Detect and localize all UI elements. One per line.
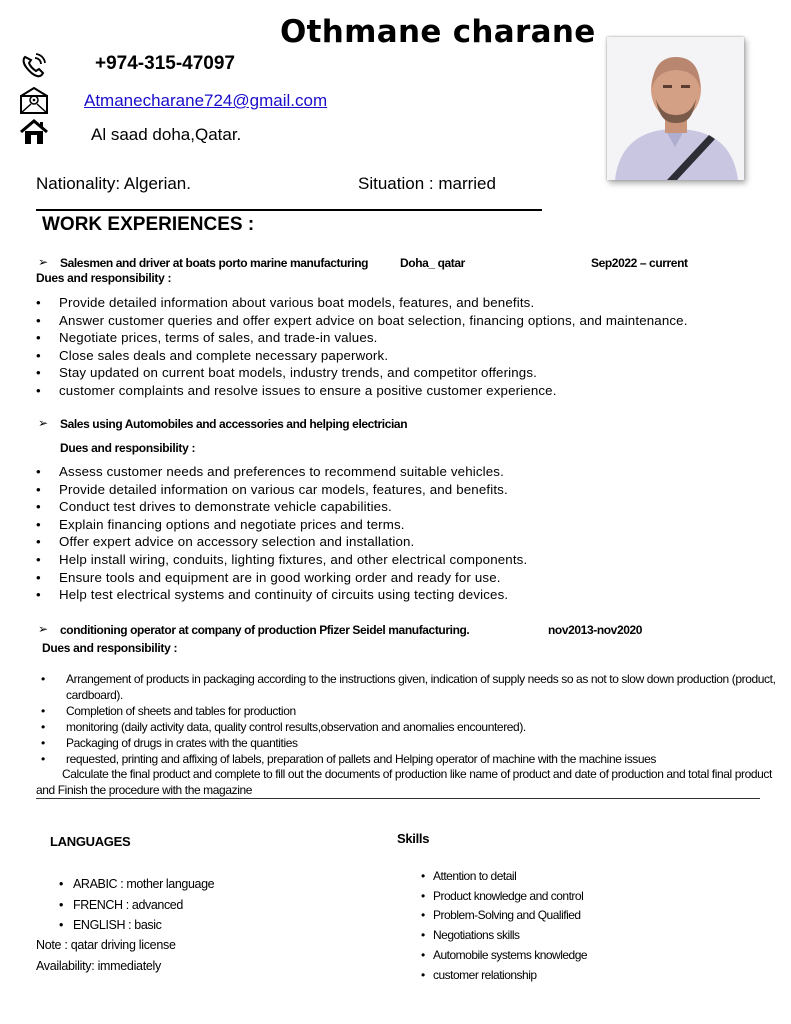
list-item: • Arrangement of products in packaging according to the instructions given, indication of supply needs so as not to slow down production (product, cardboard). <box>36 671 782 703</box>
job-date: Sep2022 – current <box>591 256 688 270</box>
job-1-duties <box>36 294 688 400</box>
list-item: • Provide detailed information about various boat models, features, and benefits. <box>36 294 688 312</box>
arrow-icon: ➢ <box>38 622 49 636</box>
list-item: • customer relationship <box>421 966 587 986</box>
list-item: • Problem-Solving and Qualified <box>421 906 587 926</box>
home-icon <box>19 118 49 146</box>
duties-label: Dues and responsibility : <box>42 641 178 655</box>
list-item: • FRENCH : advanced <box>59 895 214 916</box>
nationality: Nationality: Algerian. <box>36 174 191 193</box>
work-experiences-heading: WORK EXPERIENCES : <box>42 214 255 235</box>
list-item: • monitoring (daily activity data, quality control results,observation and anomalies encountered). <box>36 719 782 735</box>
list-item: • Help install wiring, conduits, lighting fixtures, and other electrical components. <box>36 551 527 569</box>
job-date: nov2013-nov2020 <box>548 623 643 637</box>
duties-label: Dues and responsibility : <box>60 441 196 455</box>
availability: Availability: immediately <box>36 959 161 973</box>
list-item: • Ensure tools and equipment are in good working order and ready for use. <box>36 569 527 587</box>
email-icon <box>19 87 49 115</box>
languages-list <box>59 874 214 936</box>
list-item: • Completion of sheets and tables for production <box>36 703 782 719</box>
list-item: • Provide detailed information on various car models, features, and benefits. <box>36 481 527 499</box>
profile-photo <box>607 37 744 180</box>
arrow-icon: ➢ <box>38 416 49 430</box>
skills-list <box>421 867 587 985</box>
arrow-icon: ➢ <box>38 255 49 269</box>
list-item: • Help test electrical systems and continuity of circuits using tecting devices. <box>36 586 527 604</box>
job-3-duties <box>36 671 782 767</box>
header-divider <box>36 209 542 211</box>
section-divider <box>36 798 760 799</box>
driving-license-note: Note : qatar driving license <box>36 938 176 952</box>
languages-heading: LANGUAGES <box>50 834 131 849</box>
list-item: • requested, printing and affixing of labels, preparation of pallets and Helping operator of machine with the machine issues <box>36 751 782 767</box>
job-title: Salesmen and driver at boats porto marine manufacturing <box>60 256 369 270</box>
list-item: • Explain financing options and negotiate prices and terms. <box>36 516 527 534</box>
email-link[interactable]: Atmanecharane724@gmail.com <box>84 91 328 110</box>
skills-heading: Skills <box>397 831 430 846</box>
duties-label: Dues and responsibility : <box>36 271 172 285</box>
list-item: • Stay updated on current boat models, industry trends, and competitor offerings. <box>36 364 688 382</box>
list-item: • customer complaints and resolve issues to ensure a positive customer experience. <box>36 382 688 400</box>
list-item: • Product knowledge and control <box>421 887 587 907</box>
list-item: • Attention to detail <box>421 867 587 887</box>
list-item: • Negotiate prices, terms of sales, and trade-in values. <box>36 329 688 347</box>
candidate-name: Othmane charane <box>280 14 596 50</box>
phone-icon <box>19 52 49 80</box>
list-item: • Automobile systems knowledge <box>421 946 587 966</box>
profile-photo-image <box>607 37 744 180</box>
list-item: • Offer expert advice on accessory selection and installation. <box>36 533 527 551</box>
marital-situation: Situation : married <box>358 174 496 193</box>
phone-number: +974-315-47097 <box>95 53 235 74</box>
job-location: Doha_ qatar <box>400 256 465 270</box>
job-2-duties <box>36 463 527 604</box>
job-title: Sales using Automobiles and accessories and helping electrician <box>60 417 408 431</box>
list-item: • Packaging of drugs in crates with the quantities <box>36 735 782 751</box>
closing-paragraph: Calculate the final product and complete to fill out the documents of production like name of product and date of production and total final product and Finish the procedure with the magazine <box>36 767 772 797</box>
list-item: • Close sales deals and complete necessary paperwork. <box>36 347 688 365</box>
list-item: • Answer customer queries and offer expert advice on boat selection, financing options, and maintenance. <box>36 312 688 330</box>
list-item: • ARABIC : mother language <box>59 874 214 895</box>
list-item: • Conduct test drives to demonstrate vehicle capabilities. <box>36 498 527 516</box>
list-item: • ENGLISH : basic <box>59 915 214 936</box>
list-item: • Negotiations skills <box>421 926 587 946</box>
job-title: conditioning operator at company of production Pfizer Seidel manufacturing. <box>60 623 470 637</box>
list-item: • Assess customer needs and preferences to recommend suitable vehicles. <box>36 463 527 481</box>
address: Al saad doha,Qatar. <box>91 125 242 144</box>
